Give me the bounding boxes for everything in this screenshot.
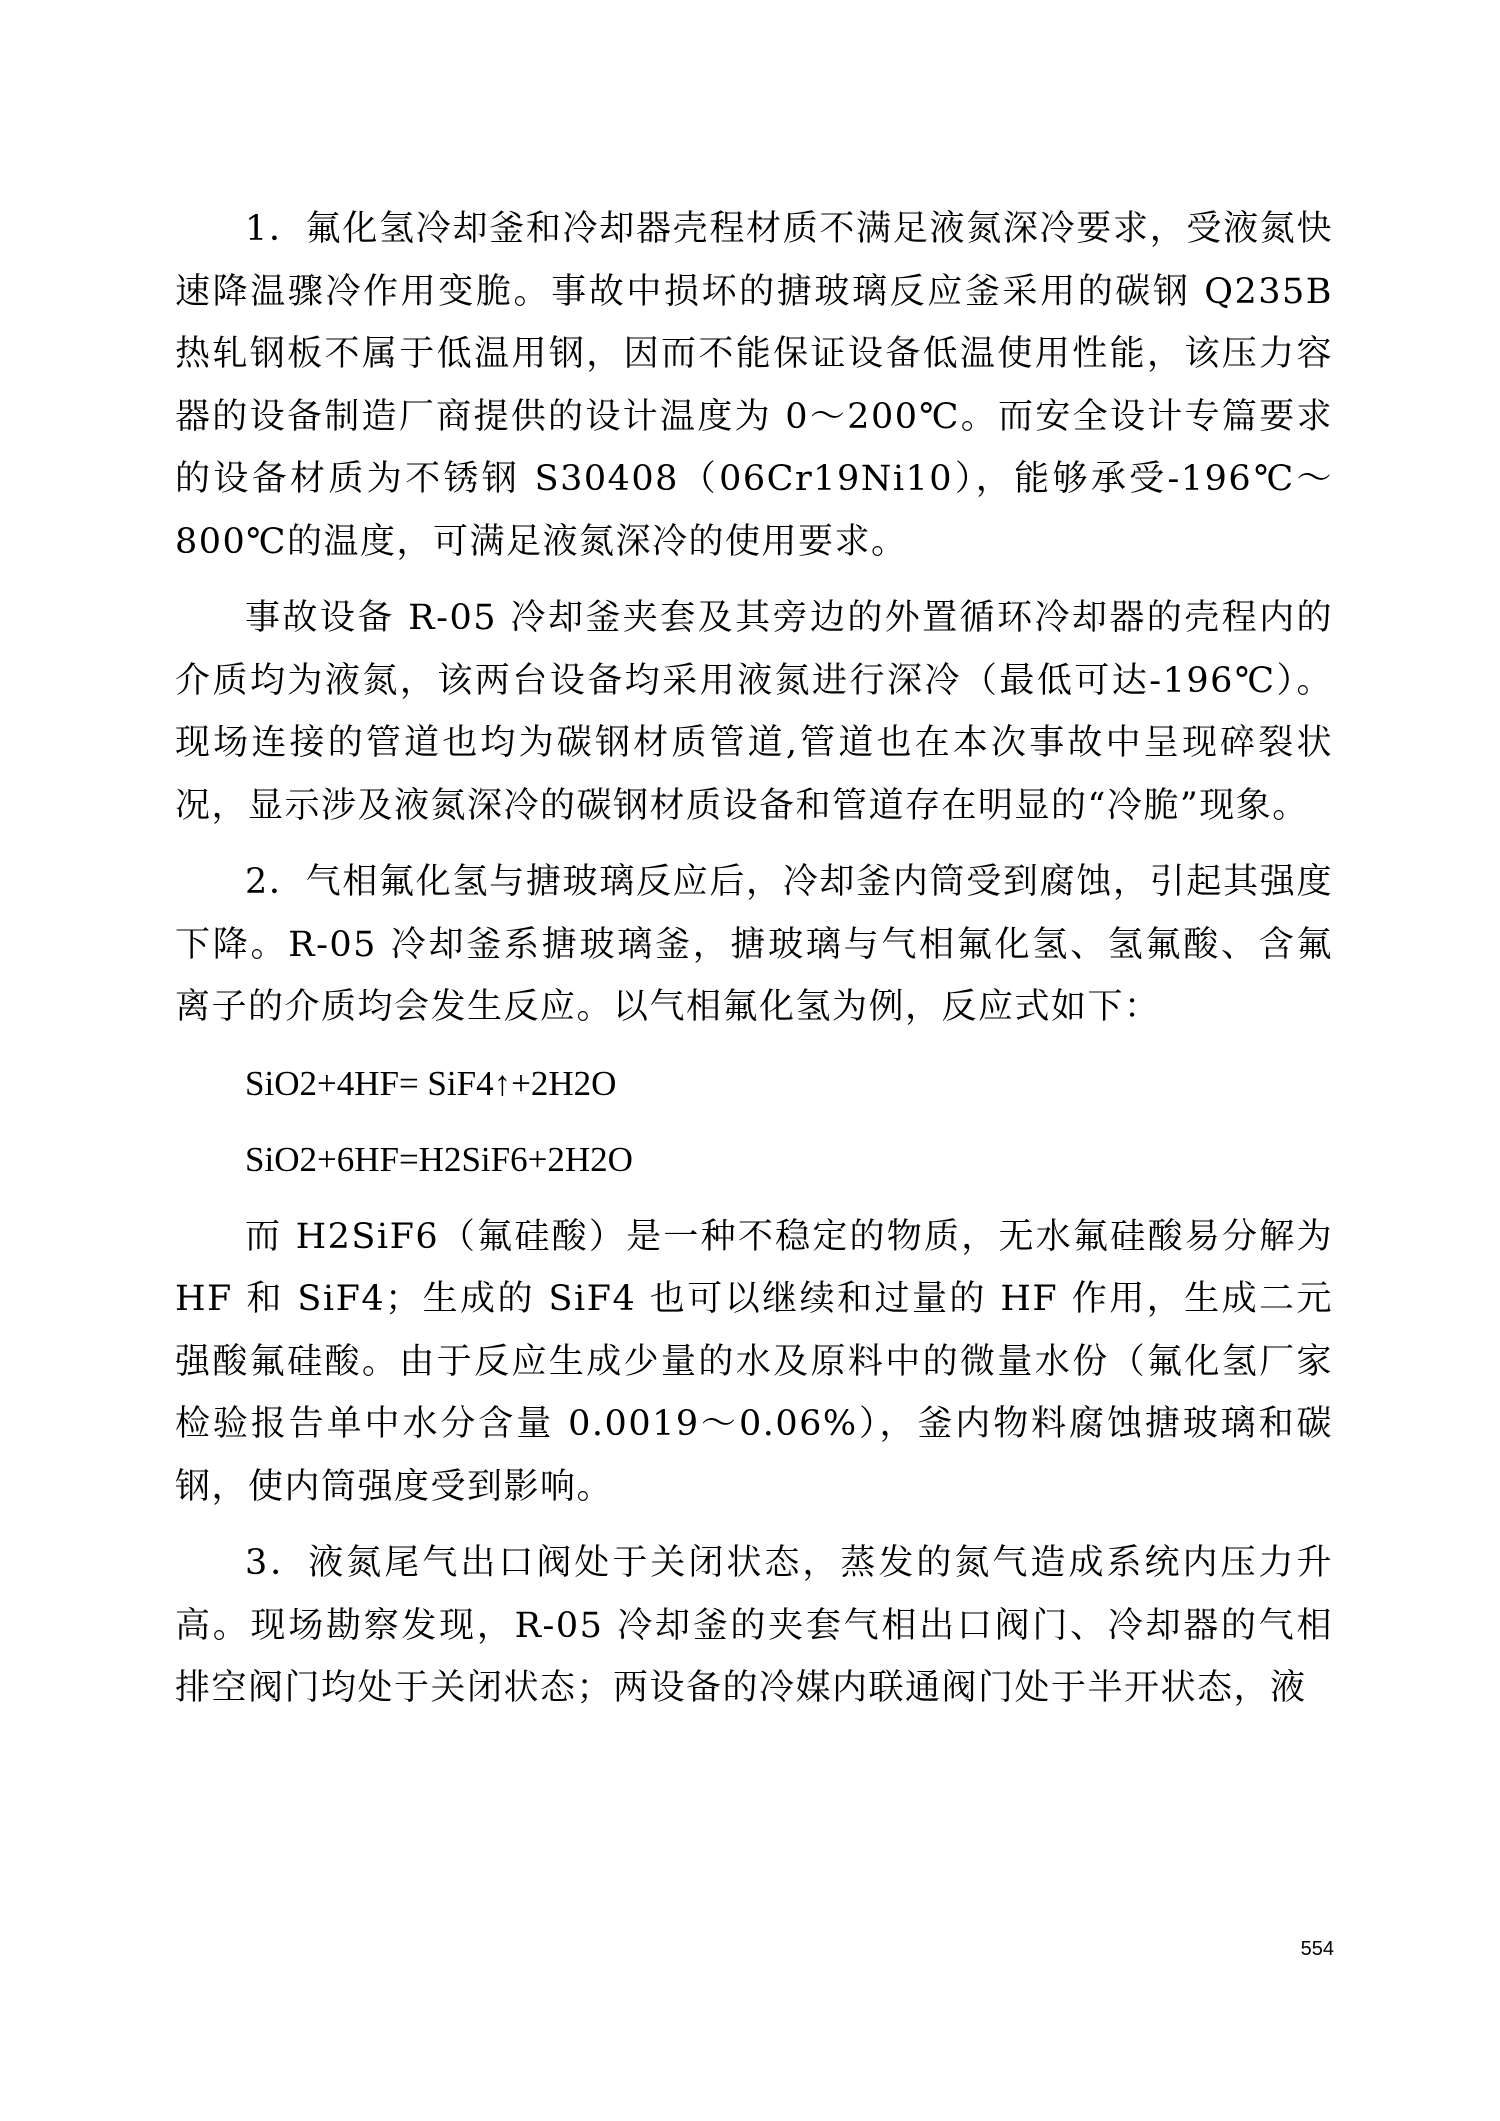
paragraph-4: 而 H2SiF6（氟硅酸）是一种不稳定的物质，无水氟硅酸易分解为 HF 和 SiF4；生成的 SiF4 也可以继续和过量的 HF 作用，生成二元强酸氟硅酸。由于反应生成少量的水及原料中的微量水份（氟化氢厂家检验报告单中水分含量 0.0019～0.06%），釜内物料腐蚀搪玻璃和碳钢，使内筒强度受到影响。 (175, 1216, 1333, 1507)
paragraph-1: 1．氟化氢冷却釜和冷却器壳程材质不满足液氮深冷要求，受液氮快速降温骤冷作用变脆。事故中损坏的搪玻璃反应釜采用的碳钢 Q235B 热轧钢板不属于低温用钢，因而不能保证设备低温使用性能，该压力容器的设备制造厂商提供的设计温度为 0～200℃。而安全设计专篇要求的设备材质为不锈钢 S30408（06Cr19Ni10），能够承受-196℃～800℃的温度，可满足液氮深冷的使用要求。 (175, 209, 1333, 562)
equation-1: SiO2+4HF= SiF4↑+2H2O (245, 1063, 617, 1103)
document-body (175, 198, 1333, 1734)
paragraph-5: 3．液氮尾气出口阀处于关闭状态，蒸发的氮气造成系统内压力升高。现场勘察发现，R-05 冷却釜的夹套气相出口阀门、冷却器的气相排空阀门均处于关闭状态；两设备的冷媒内联通阀门处于半开状态，液 (175, 1543, 1333, 1708)
paragraph-3: 2．气相氟化氢与搪玻璃反应后，冷却釜内筒受到腐蚀，引起其强度下降。R-05 冷却釜系搪玻璃釜，搪玻璃与气相氟化氢、氢氟酸、含氟离子的介质均会发生反应。以气相氟化氢为例，反应式如下： (175, 862, 1333, 1027)
paragraph-2: 事故设备 R-05 冷却釜夹套及其旁边的外置循环冷却器的壳程内的介质均为液氮，该两台设备均采用液氮进行深冷（最低可达-196℃）。现场连接的管道也均为碳钢材质管道,管道也在本次事故中呈现碎裂状况，显示涉及液氮深冷的碳钢材质设备和管道存在明显的“冷脆”现象。 (175, 598, 1333, 826)
equation-2: SiO2+6HF=H2SiF6+2H2O (245, 1140, 633, 1179)
page-number: 554 (1300, 1938, 1334, 1960)
